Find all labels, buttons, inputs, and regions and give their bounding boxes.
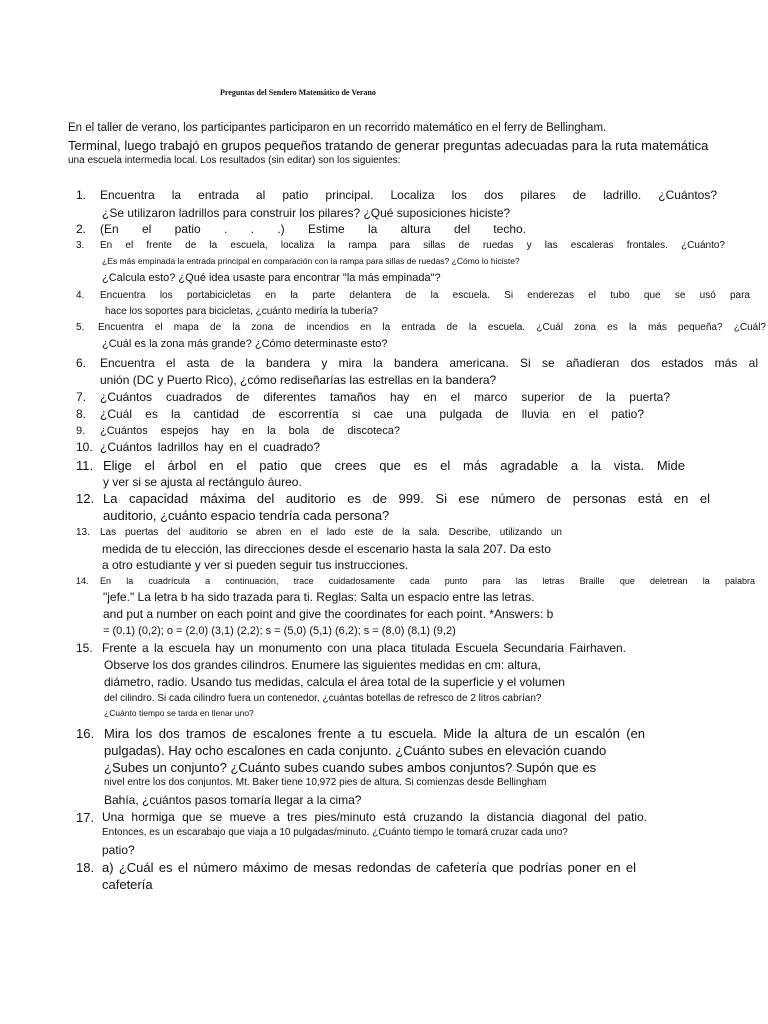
question-line: Una hormiga que se mueve a tres pies/minuto está cruzando la distancia diagonal del patio. bbox=[102, 810, 647, 824]
question-number: 5. bbox=[76, 322, 85, 333]
question-line: pulgadas). Hay ocho escalones en cada conjunto. ¿Cuánto subes en elevación cuando bbox=[104, 743, 607, 758]
question-number: 4. bbox=[76, 290, 85, 301]
question-number: 1. bbox=[76, 188, 87, 202]
question-line: ¿Cuántos espejos hay en la bola de discoteca? bbox=[100, 425, 400, 437]
question-number: 15. bbox=[76, 641, 93, 655]
document-title: Preguntas del Sendero Matemático de Verano bbox=[220, 88, 376, 97]
question-number: 11. bbox=[76, 458, 94, 473]
question-line: Encuentra los portabicicletas en la parte delantera de la escuela. Si enderezas el tubo que se usó para bbox=[100, 290, 750, 301]
question-line: ¿Cuál es la cantidad de escorrentía si cae una pulgada de lluvia en el patio? bbox=[100, 407, 644, 421]
question-number: 9. bbox=[76, 425, 86, 437]
question-line: Entonces, es un escarabajo que viaja a 10 pulgadas/minuto. ¿Cuánto tiempo le tomará cruzar cada uno? bbox=[102, 827, 568, 838]
question-number: 12. bbox=[76, 491, 95, 506]
question-line: = (0,1) (0,2); o = (2,0) (3,1) (2,2); s = (5,0) (5,1) (6,2); s = (8,0) (8,1) (9,2) bbox=[103, 625, 456, 637]
question-number: 2. bbox=[76, 222, 87, 236]
question-line: ¿Subes un conjunto? ¿Cuánto subes cuando subes ambos conjuntos? Supón que es bbox=[104, 760, 597, 775]
question-line: ¿Es más empinada la entrada principal en comparación con la rampa para sillas de ruedas? ¿Cómo lo hiciste? bbox=[102, 256, 520, 266]
question-line: ¿Cuál es la zona más grande? ¿Cómo determinaste esto? bbox=[102, 338, 388, 350]
question-line: a) ¿Cuál es el número máximo de mesas redondas de cafetería que podrías poner en el bbox=[102, 860, 636, 875]
question-number: 14. bbox=[76, 576, 89, 586]
intro-line-1: En el taller de verano, los participantes participaron en un recorrido matemático en el ferry de Bellingham. bbox=[68, 122, 607, 134]
question-line: and put a number on each point and give the coordinates for each point. *Answers: b bbox=[103, 607, 554, 621]
question-number: 8. bbox=[76, 407, 87, 421]
question-line: ¿Cuántos ladrillos hay en el cuadrado? bbox=[100, 440, 320, 454]
question-line: medida de tu elección, las direcciones desde el escenario hasta la sala 207. Da esto bbox=[102, 542, 551, 556]
question-line: diámetro, radio. Usando tus medidas, calcula el área total de la superficie y el volumen bbox=[104, 675, 565, 689]
question-number: 7. bbox=[76, 390, 87, 404]
question-line: ¿Cuántos cuadrados de diferentes tamaños hay en el marco superior de la puerta? bbox=[100, 390, 670, 404]
question-line: ¿Calcula esto? ¿Qué idea usaste para encontrar "la más empinada"? bbox=[102, 272, 441, 284]
question-line: En el frente de la escuela, localiza la rampa para sillas de ruedas y las escaleras frontales. ¿Cuánto? bbox=[100, 240, 725, 251]
question-line: La capacidad máxima del auditorio es de 999. Si ese número de personas está en el bbox=[103, 491, 710, 506]
question-number: 16. bbox=[76, 726, 95, 741]
question-number: 3. bbox=[76, 240, 85, 251]
question-line: Encuentra el asta de la bandera y mira la bandera americana. Si se añadieran dos estados más al bbox=[100, 356, 758, 370]
question-line: En la cuadrícula a continuación, trace cuidadosamente cada punto para las letras Braille que deletrean la palabra bbox=[100, 576, 755, 586]
question-line: nivel entre los dos conjuntos. Mt. Baker tiene 10,972 pies de altura. Si comienzas desde Bellingham bbox=[104, 777, 547, 788]
question-line: Mira los dos tramos de escalones frente a tu escuela. Mide la altura de un escalón (en bbox=[104, 726, 645, 741]
question-line: (En el patio . . .) Estime la altura del techo. bbox=[100, 222, 526, 236]
question-line: y ver si se ajusta al rectángulo áureo. bbox=[103, 475, 302, 489]
question-line: a otro estudiante y ver si pueden seguir tus instrucciones. bbox=[102, 558, 409, 572]
question-line: Frente a la escuela hay un monumento con una placa titulada Escuela Secundaria Fairhaven. bbox=[102, 641, 626, 655]
question-line: auditorio, ¿cuánto espacio tendría cada persona? bbox=[103, 508, 390, 523]
question-number: 10. bbox=[76, 440, 93, 454]
intro-line-3: una escuela intermedia local. Los resultados (sin editar) son los siguientes: bbox=[68, 155, 401, 166]
question-line: unión (DC y Puerto Rico), ¿cómo rediseñarías las estrellas en la bandera? bbox=[100, 373, 497, 387]
question-line: del cilindro. Si cada cilindro fuera un contenedor, ¿cuántas botellas de refresco de 2 litros cabrían? bbox=[104, 693, 542, 704]
question-line: "jefe." La letra b ha sido trazada para ti. Reglas: Salta un espacio entre las letras. bbox=[103, 590, 535, 604]
question-number: 13. bbox=[76, 527, 90, 538]
question-line: ¿Se utilizaron ladrillos para construir los pilares? ¿Qué suposiciones hiciste? bbox=[102, 206, 511, 220]
question-line: ¿Cuánto tiempo se tarda en llenar uno? bbox=[104, 708, 254, 718]
question-number: 17. bbox=[76, 810, 95, 825]
question-number: 18. bbox=[76, 860, 95, 875]
question-line: Encuentra el mapa de la zona de incendios en la entrada de la escuela. ¿Cuál zona es la más pequeña? ¿Cuál? bbox=[98, 322, 766, 333]
question-line: Encuentra la entrada al patio principal. Localiza los dos pilares de ladrillo. ¿Cuántos? bbox=[100, 188, 717, 202]
question-number: 6. bbox=[76, 356, 87, 370]
question-line: Elige el árbol en el patio que crees que es el más agradable a la vista. Mide bbox=[103, 458, 685, 473]
question-line: cafetería bbox=[102, 877, 153, 892]
question-line: Observe los dos grandes cilindros. Enumere las siguientes medidas en cm: altura, bbox=[104, 658, 541, 672]
question-line: Las puertas del auditorio se abren en el lado este de la sala. Describe, utilizando un bbox=[100, 527, 562, 538]
question-line: patio? bbox=[102, 843, 135, 857]
question-line: hace los soportes para bicicletas, ¿cuánto mediría la tubería? bbox=[105, 306, 378, 317]
intro-line-2: Terminal, luego trabajó en grupos pequeños tratando de generar preguntas adecuadas para la ruta matemática bbox=[68, 138, 709, 153]
question-line: Bahía, ¿cuántos pasos tomaría llegar a la cima? bbox=[104, 793, 362, 807]
